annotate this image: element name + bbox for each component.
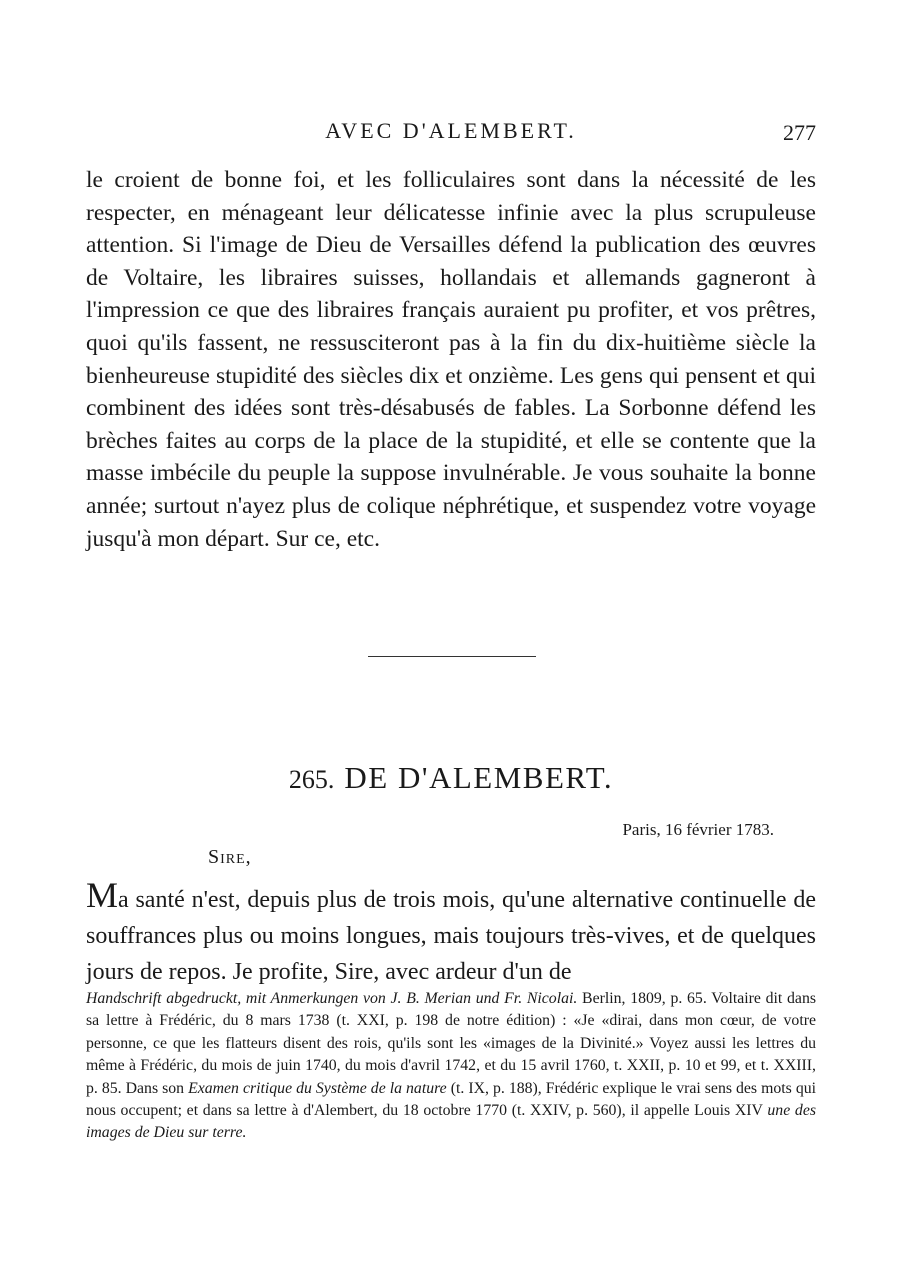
running-title: AVEC D'ALEMBERT.	[325, 118, 577, 143]
letter-salutation: Sire,	[208, 846, 252, 868]
letter-number: 265.	[288, 765, 335, 794]
footnote-italic-source: Handschrift abgedruckt, mit Anmerkungen von J. B. Merian und Fr. Nicolai.	[86, 990, 578, 1007]
letter-title: DE D'ALEMBERT.	[344, 760, 614, 795]
footnote-italic-quote: une des images de Dieu sur terre.	[86, 1102, 816, 1142]
footnote-text-2: (t. IX, p. 188), Frédéric explique le vrai sens des mots qui nous occupent; et dans sa lettre à d'Alembert, du 18 octobre 1770 (t. XXIV, p. 560), il appelle Louis XIV	[86, 1079, 816, 1120]
letter-dateline: Paris, 16 février 1783.	[622, 820, 774, 839]
running-head	[86, 118, 816, 148]
letter-heading	[86, 760, 816, 796]
footnote-italic-work: Examen critique du Système de la nature	[188, 1079, 447, 1097]
footnote-text-1: Berlin, 1809, p. 65. Voltaire dit dans sa lettre à Frédéric, du 8 mars 1738 (t. XXI, p. 198 de notre édition) : «Je «dirai, dans mon cœur, de votre personne, ce que les flatteurs disent des rois, qu'ils sont les «images de la Divinité.» Voyez aussi les lettres du même à Frédéric, du mois de juin 1740, du mois d'avril 1742, et du 15 avril 1760, t. XXII, p. 10 et 99, et t. XXIII, p. 85. Dans son	[86, 990, 816, 1097]
page-number: 277	[783, 120, 816, 145]
letter-body	[86, 875, 816, 990]
body-paragraph: le croient de bonne foi, et les folliculaires sont dans la nécessité de les respecter, en ménageant leur délicatesse infinie avec la plus scrupuleuse attention. Si l'image de Dieu de Versailles défend la publication des œuvres de Voltaire, les libraires suisses, hollandais et allemands gagneront à l'impression ce que des libraires français auraient pu profiter, et vos prêtres, quoi qu'ils fassent, ne ressusciteront pas à la fin du dix-huitième siècle la bienheureuse stupidité des siècles dix et onzième. Les gens qui pensent et qui combinent des idées sont très-désabusés de fables. La Sorbonne défend les brèches faites au corps de la place de la stupidité, et elle se contente que la masse imbécile du peuple la suppose invulnérable. Je vous souhaite la bonne année; surtout n'ayez plus de colique néphrétique, et suspendez votre voyage jusqu'à mon départ. Sur ce, etc.	[86, 167, 816, 552]
section-divider	[368, 656, 536, 657]
footnote	[86, 988, 816, 1145]
drop-initial: M	[86, 875, 119, 915]
letter-body-text: a santé n'est, depuis plus de trois mois, qu'une alternative continuelle de souffrances plus ou moins longues, mais toujours très-vives, et de quelques jours de repos. Je profite, Sire, avec ardeur d'un de	[86, 887, 816, 985]
